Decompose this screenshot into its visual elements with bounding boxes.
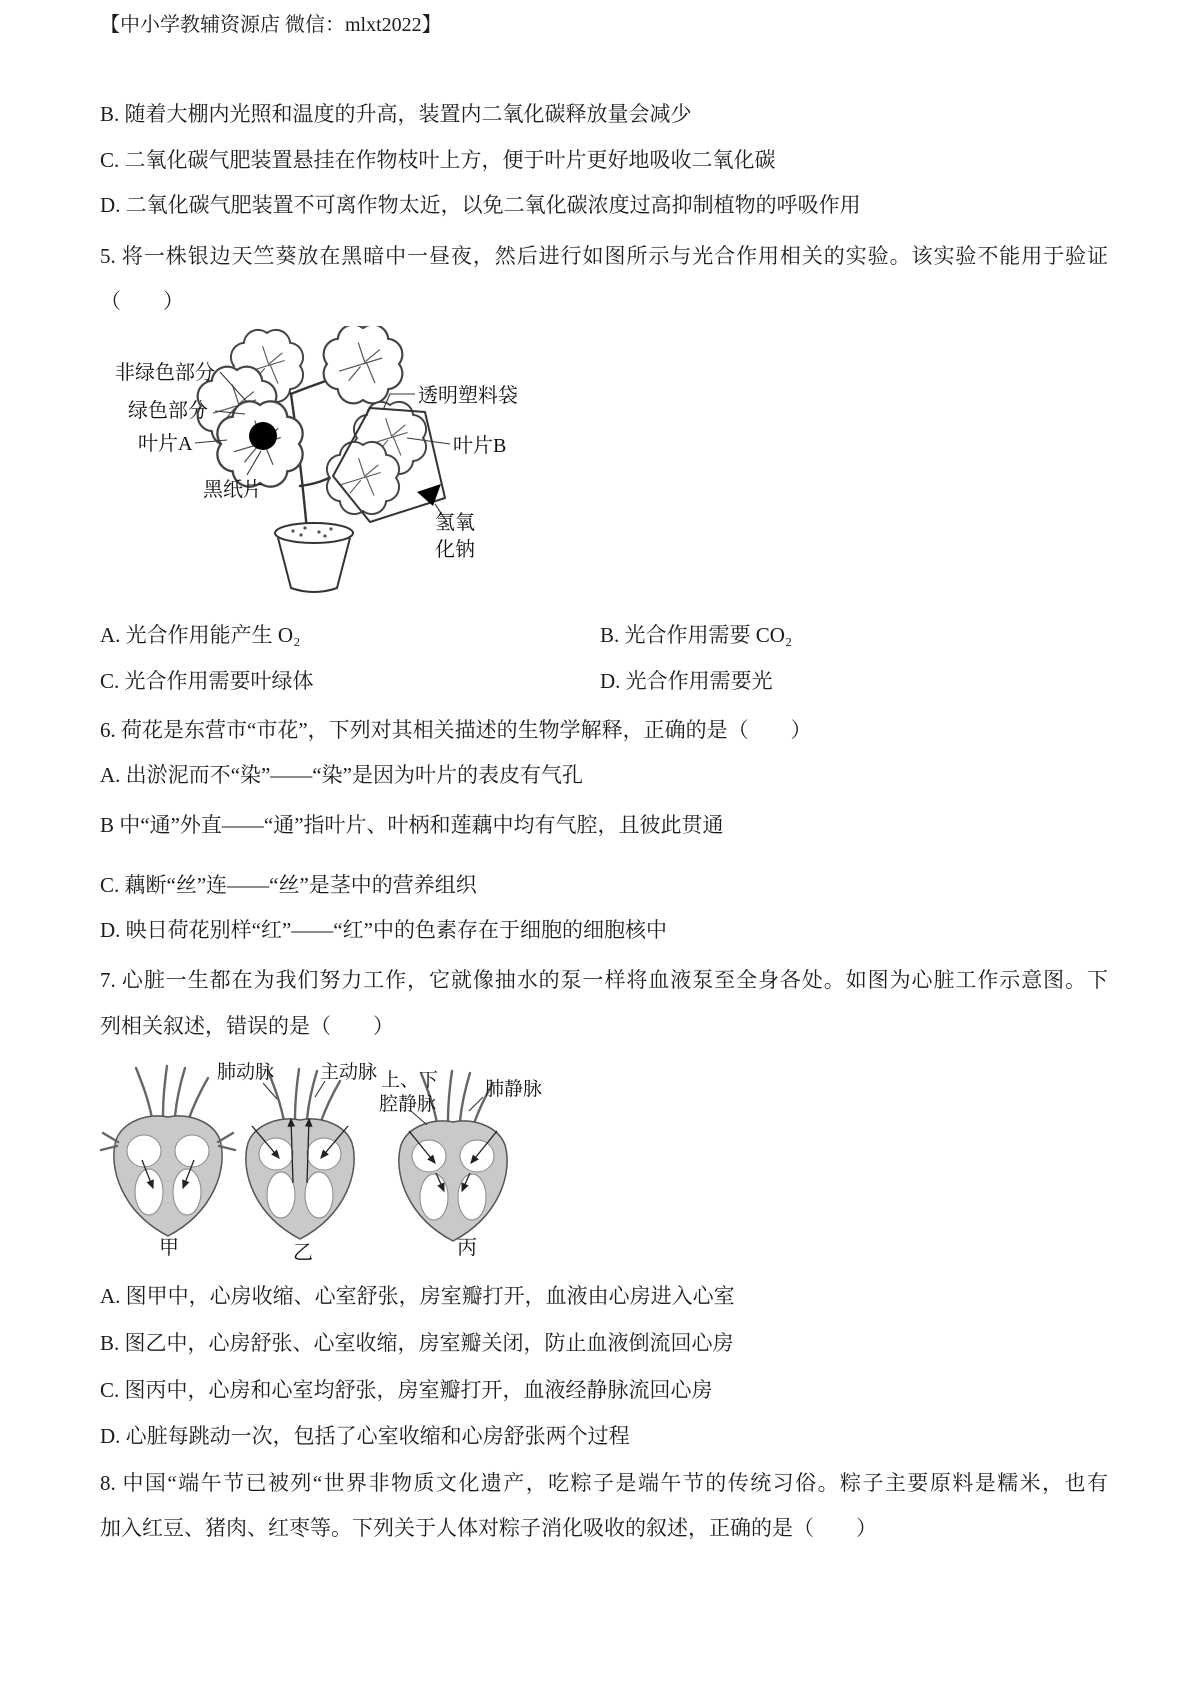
q6-option-d: D. 映日荷花别样“红”——“红”中的色素存在于细胞的细胞核中 [100,918,667,942]
q7-stem-line2: 列相关叙述，错误的是（ ） [100,1014,394,1038]
label-leaf-a: 叶片A [138,433,193,455]
q7-option-d: D. 心脏每跳动一次，包括了心室收缩和心房舒张两个过程 [100,1424,630,1448]
label-leaf-b: 叶片B [453,435,507,457]
label-plastic-bag: 透明塑料袋 [418,385,518,407]
store-watermark: 【中小学教辅资源店 微信：mlxt2022】 [100,14,442,36]
q7-stem-line1: 7. 心脏一生都在为我们努力工作，它就像抽水的泵一样将血液泵至全身各处。如图为心脏工作示意图。下 [100,968,1108,992]
q5-stem: 5. 将一株银边天竺葵放在黑暗中一昼夜，然后进行如图所示与光合作用相关的实验。该实验不能用于验证 [100,244,1108,268]
heart-yi-diagram [246,1069,354,1239]
label-naoh-1: 氢氧 [435,512,475,534]
label-pulmonary-vein: 肺静脉 [485,1079,543,1100]
q5-answer-paren: （ ） [100,289,184,313]
q5-option-d: D. 光合作用需要光 [600,669,773,693]
label-aorta: 主动脉 [320,1062,378,1083]
q6-option-a: A. 出淤泥而不“染”——“染”是因为叶片的表皮有气孔 [100,763,583,787]
heart-jia-diagram [101,1066,235,1236]
label-vena-cava-2: 腔静脉 [379,1094,437,1115]
label-non-green-part: 非绿色部分 [115,362,215,384]
q8-stem-line2: 加入红豆、猪肉、红枣等。下列关于人体对粽子消化吸收的叙述，正确的是（ ） [100,1516,877,1540]
label-naoh-2: 化钠 [435,539,475,561]
black-paper-disc [249,422,277,450]
q4-option-d: D. 二氧化碳气肥装置不可离作物太近，以免二氧化碳浓度过高抑制植物的呼吸作用 [100,193,861,217]
q8-stem-line1: 8. 中国“端午节已被列“世界非物质文化遗产，吃粽子是端午节的传统习俗。粽子主要原料是糯米，也有 [100,1471,1108,1495]
q6-option-b: B 中“通”外直——“通”指叶片、叶柄和莲藕中均有气腔，且彼此贯通 [100,813,724,837]
label-green-part: 绿色部分 [128,400,208,422]
label-black-paper: 黑纸片 [203,479,263,501]
q5-option-b: B. 光合作用需要 CO₂ [600,623,793,647]
plant-pot [275,523,353,592]
q7-option-a: A. 图甲中，心房收缩、心室舒张，房室瓣打开，血液由心房进入心室 [100,1284,735,1308]
label-heart-jia: 甲 [159,1237,179,1259]
q7-option-c: C. 图丙中，心房和心室均舒张，房室瓣打开，血液经静脉流回心房 [100,1378,713,1402]
label-vena-cava-1: 上、下 [381,1070,439,1091]
label-heart-bing: 丙 [457,1237,477,1259]
q6-option-c: C. 藕断“丝”连——“丝”是茎中的营养组织 [100,873,477,897]
q7-option-b: B. 图乙中，心房舒张、心室收缩，房室瓣关闭，防止血液倒流回心房 [100,1331,734,1355]
label-pulmonary-artery: 肺动脉 [217,1062,275,1083]
q4-option-c: C. 二氧化碳气肥装置悬挂在作物枝叶上方，便于叶片更好地吸收二氧化碳 [100,148,776,172]
q6-stem: 6. 荷花是东营市“市花”，下列对其相关描述的生物学解释，正确的是（ ） [100,718,812,742]
q5-plant-experiment-figure [95,326,575,606]
q5-option-c: C. 光合作用需要叶绿体 [100,669,314,693]
q4-option-b: B. 随着大棚内光照和温度的升高，装置内二氧化碳释放量会减少 [100,102,692,126]
q7-heart-figure [95,1053,615,1265]
q5-option-a: A. 光合作用能产生 O₂ [100,623,301,647]
label-heart-yi: 乙 [293,1242,313,1264]
